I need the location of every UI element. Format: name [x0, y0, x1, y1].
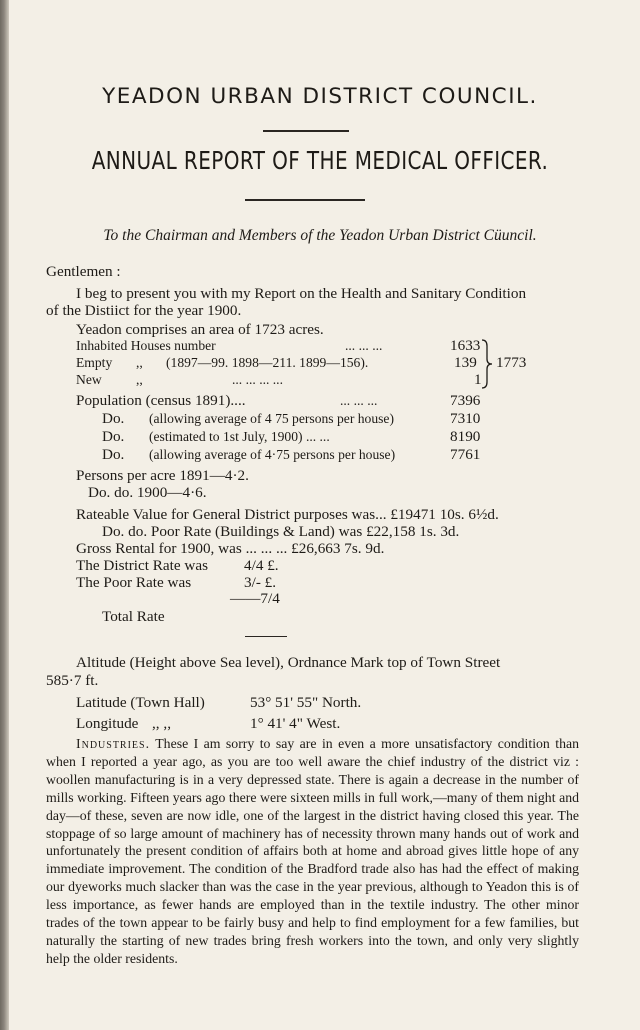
divider-rule — [245, 199, 365, 201]
population-value: 7761 — [450, 446, 481, 463]
poor-rate-value-line: Do. do. Poor Rate (Buildings & Land) was £22,158 1s. 3d. — [102, 523, 460, 540]
industries-heading: Industries. — [76, 736, 151, 751]
altitude-line: Altitude (Height above Sea level), Ordnance Mark top of Town Street — [76, 654, 501, 671]
population-do-label: Do. — [102, 446, 125, 463]
houses-total: 1773 — [496, 354, 527, 371]
latitude-label: Latitude (Town Hall) — [76, 694, 205, 711]
empty-houses-value: 139 — [454, 354, 477, 371]
population-do-label: Do. — [102, 410, 125, 427]
longitude-value: 1° 41' 4" West. — [250, 715, 341, 732]
persons-per-acre-1900: Do. do. 1900—4·6. — [88, 484, 207, 501]
new-houses-value: 1 — [474, 371, 482, 388]
divider-rule — [245, 636, 287, 637]
empty-houses-detail: (1897—99. 1898—211. 1899—156). — [166, 355, 369, 370]
leader-dots: ... ... ... — [345, 338, 383, 353]
inhabited-houses-value: 1633 — [450, 337, 481, 354]
empty-houses-label: Empty — [76, 355, 113, 370]
total-rate-label: Total Rate — [102, 608, 165, 625]
population-detail: (allowing average of 4·75 persons per house) — [149, 447, 396, 462]
intro-line-2: of the Distiict for the year 1900. — [46, 302, 242, 319]
salutation: Gentlemen : — [46, 263, 121, 280]
intro-line-1: I beg to present you with my Report on the Health and Sanitary Condition — [76, 285, 527, 302]
district-rate-value: 4/4 £. — [244, 557, 279, 574]
ditto-mark: ,, ,, — [152, 715, 171, 732]
industries-body: These I am sorry to say are in even a more unsatisfactory condition than when I reported a year ago, as you are too well aware the chief industry of the district viz : woollen manufacturing is in a very depressed state. There is again a decrease in the number of mills working. Fifteen years ago there were sixteen mills in full work,—many of them night and day—of these, seven are now idle, one of the largest in the district having closed this year. The stoppage of so large amount of machinery has of necessity thrown many hands out of work and unfortunately the present condition of affairs both at home and abroad gives little hope of any immediate improvement. The condition of the Bradford trade also has had the effect of making our dyeworks much slacker than was the case in the year previous, although to Yeadon this is of less importance, as fewer hands are employed than in the textile industry. The other minor trades of the town appear to be fairly busy and help to find employment for a few families, but naturally the starting of new trades bring fresh workers into the town, and only very slightly help the older residents. — [46, 736, 580, 966]
persons-per-acre-1891: Persons per acre 1891—4·2. — [76, 467, 249, 484]
total-rate-value: ——7/4 — [230, 590, 280, 607]
houses-brace — [480, 338, 494, 390]
population-detail: (estimated to 1st July, 1900) ... ... — [149, 429, 330, 444]
report-title: ANNUAL REPORT OF THE MEDICAL OFFICER. — [91, 146, 549, 175]
population-do-label: Do. — [102, 428, 125, 445]
ditto-mark: ,, — [136, 355, 143, 370]
ditto-mark: ,, — [136, 372, 143, 387]
population-label: Population (census 1891).... — [76, 392, 246, 409]
leader-dots: ... ... ... — [340, 393, 378, 408]
new-houses-label: New — [76, 372, 102, 387]
altitude-value: 585·7 ft. — [46, 672, 99, 689]
council-heading: YEADON URBAN DISTRICT COUNCIL. — [102, 84, 538, 109]
address-line: To the Chairman and Members of the Yeadon Urban District Cüuncil. — [103, 227, 537, 244]
population-value: 7310 — [450, 410, 481, 427]
industries-paragraph — [46, 735, 579, 968]
area-statement: Yeadon comprises an area of 1723 acres. — [76, 321, 324, 338]
rateable-value-line: Rateable Value for General District purposes was... £19471 10s. 6½d. — [76, 506, 499, 523]
poor-rate-value: 3/- £. — [244, 574, 277, 591]
district-rate-label: The District Rate was — [76, 557, 209, 574]
longitude-label: Longitude — [76, 715, 139, 732]
poor-rate-label: The Poor Rate was — [76, 574, 192, 591]
population-detail: (allowing average of 4 75 persons per house) — [149, 411, 394, 426]
latitude-value: 53° 51' 55" North. — [250, 694, 362, 711]
population-value: 7396 — [450, 392, 481, 409]
inhabited-houses-label: Inhabited Houses number — [76, 338, 216, 353]
gross-rental-line: Gross Rental for 1900, was ... ... ... £26,663 7s. 9d. — [76, 540, 385, 557]
divider-rule — [263, 130, 349, 132]
population-value: 8190 — [450, 428, 481, 445]
leader-dots: ... ... ... ... — [232, 372, 283, 387]
